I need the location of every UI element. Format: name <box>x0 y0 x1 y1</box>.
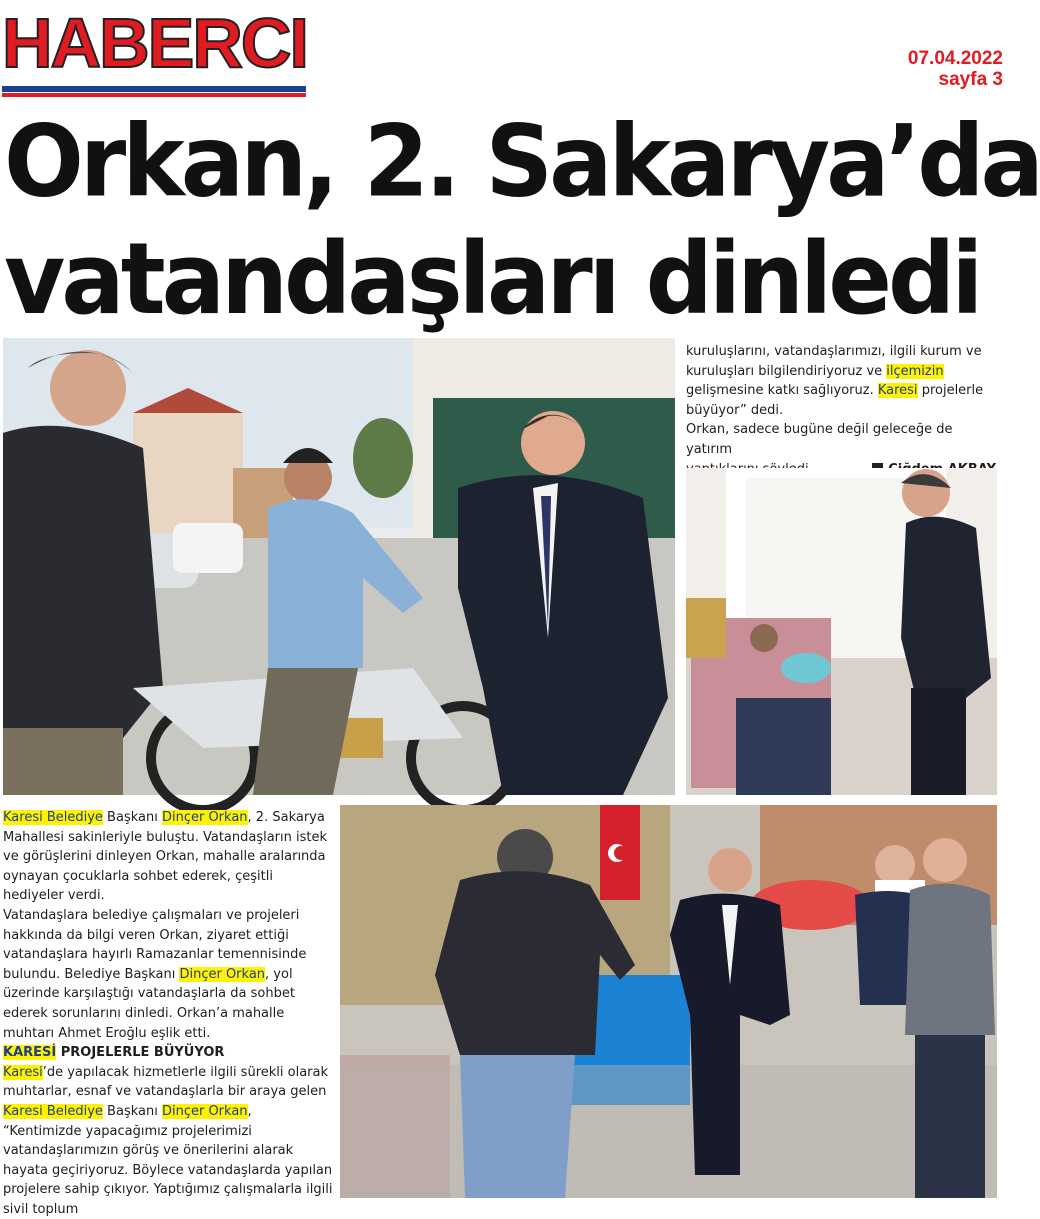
highlight: Karesi <box>877 383 918 399</box>
paragraph-2: Vatandaşlara belediye çalışmaları ve projeleri hakkında da bilgi veren Orkan, ziyaret ettiği vatandaşlara hayırlı Ramazanlar temennisinde bulundu. Belediye Başkanı Dinçer Orkan, yol üzerinde karşılaştığı vatandaşlarla da sohbet ederek sorunlarını dinledi. Orkan’a mahalle muhtarı Ahmet Eroğlu eşlik etti. <box>3 907 307 1041</box>
paragraph-3: Karesi’de yapılacak hizmetlerle ilgili sürekli olarak muhtarlar, esnaf ve vatandaşlarla bir araya gelen Karesi Belediye Başkanı Dinçer Orkan, “Kentimizde yapacağımız projelerimizi vatandaşlarımızın görüş ve önerilerini alarak hayata geçiriyoruz. Böylece vatandaşlarda yapılan projelere sahip çıkıyor. Yaptığımız çalışmalarla ilgili sivil toplum <box>3 1064 333 1217</box>
text-line: gelişmesine katkı sağlıyoruz. Karesi projelerle <box>686 383 984 399</box>
logo-text: HABERCI <box>2 4 307 82</box>
subheading: KARESİ PROJELERLE BÜYÜYOR <box>3 1045 225 1061</box>
article-column-right <box>686 342 996 479</box>
text-line: kuruluşları bilgilendiriyoruz ve ilçemizin <box>686 363 944 379</box>
headline-line-1: Orkan, 2. Sakarya’da <box>4 105 1040 220</box>
text-line: Orkan, sadece bugüne değil geleceğe de yatırım <box>686 422 953 457</box>
page-number: sayfa 3 <box>938 69 1003 90</box>
issue-meta <box>908 48 1003 90</box>
masthead-logo <box>2 2 306 100</box>
article-headline <box>4 104 1040 339</box>
logo-blue-rule <box>2 86 306 92</box>
article-column-left <box>3 808 333 1217</box>
issue-date: 07.04.2022 <box>907 48 1003 69</box>
highlight: ilçemizin <box>886 363 944 379</box>
text-line: kuruluşlarını, vatandaşlarımızı, ilgili kurum ve <box>686 344 982 359</box>
photo-street-handshake <box>3 338 675 795</box>
headline-line-2: vatandaşları dinledi <box>4 222 980 338</box>
photo-home-visit <box>686 468 997 795</box>
text-line: büyüyor” dedi. <box>686 402 784 418</box>
photo-market-walk <box>340 805 997 1198</box>
paragraph-1: Karesi Belediye Başkanı Dinçer Orkan, 2. Sakarya Mahallesi sakinleriyle buluştu. Vatandaşların istek ve görüşlerini dinleyen Orkan, mahalle aralarında oynayan çocuklarla sohbet ederek, çeşitli hediyeler verdi. <box>3 810 328 904</box>
logo-red-rule <box>2 93 306 97</box>
